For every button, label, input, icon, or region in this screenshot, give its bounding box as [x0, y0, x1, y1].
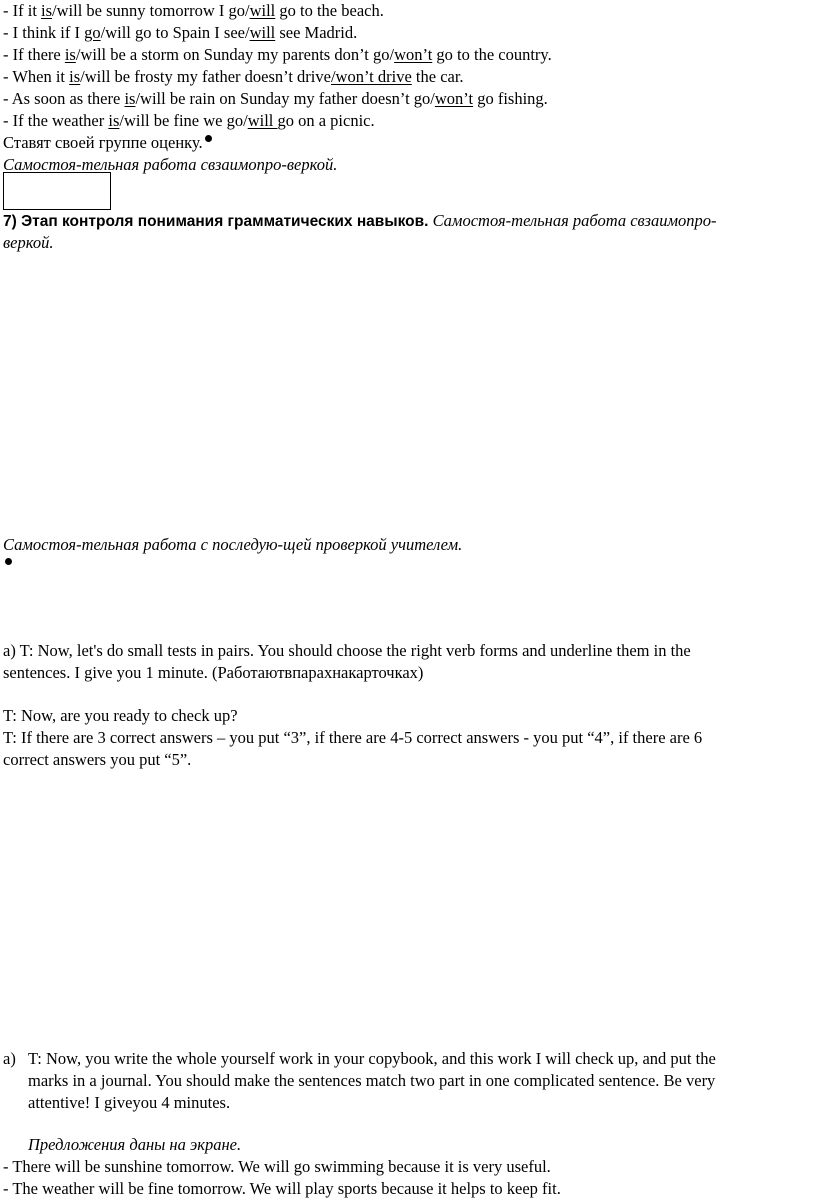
- sentence-1: - There will be sunshine tomorrow. We will go swimming because it is very useful.: [3, 1157, 551, 1176]
- text: - I think if I: [3, 23, 85, 42]
- underlined-answer: won’t: [434, 89, 474, 108]
- exercise-line-3: [3, 44, 552, 66]
- text: the car.: [411, 67, 464, 86]
- bullet-line: [3, 555, 12, 577]
- section-note: Самостоя-тельная работа свзаимопро-: [428, 211, 717, 230]
- bullet-icon: [205, 135, 212, 142]
- underlined-answer: will: [249, 23, 276, 42]
- section-7-note-cont: веркой.: [3, 233, 54, 252]
- underlined-answer: is: [41, 1, 53, 20]
- screen-note: Предложения даны на экране.: [28, 1135, 242, 1154]
- underlined-answer: is: [108, 111, 120, 130]
- underlined-answer: is: [69, 67, 81, 86]
- exercise-line-1: [3, 0, 384, 22]
- text: - If the weather: [3, 111, 109, 130]
- grade-line: [3, 132, 212, 154]
- section-title: 7) Этап контроля понимания грамматических навыков.: [3, 213, 429, 230]
- underlined-answer: is: [124, 89, 136, 108]
- text: - When it: [3, 67, 70, 86]
- bullet-icon: [5, 558, 12, 565]
- copybook-task-line-1: T: Now, you write the whole yourself work in your copybook, and this work I will check up, and put the: [28, 1049, 716, 1068]
- text: go fishing.: [473, 89, 548, 108]
- grade-text: Ставят своей группе оценку.: [3, 133, 203, 152]
- empty-box: [3, 172, 111, 210]
- text: go to the beach.: [275, 1, 384, 20]
- text: see Madrid.: [275, 23, 358, 42]
- grading-rule-line-2: correct answers you put “5”.: [3, 750, 192, 769]
- underlined-answer: is: [64, 45, 76, 64]
- exercise-line-5: [3, 88, 548, 110]
- copybook-task-line-2: marks in a journal. You should make the sentences match two part in one complicated sentence. Be very: [28, 1071, 716, 1090]
- text: /will go to Spain I see/: [100, 23, 250, 42]
- text: /will be frosty my father doesn’t drive: [80, 67, 331, 86]
- check-question: T: Now, are you ready to check up?: [3, 706, 238, 725]
- grading-rule-line-1: T: If there are 3 correct answers – you put “3”, if there are 4-5 correct answers - you put “4”, if there are 6: [3, 728, 703, 747]
- underlined-answer: won’t: [394, 45, 433, 64]
- text: /will be fine we go/: [119, 111, 248, 130]
- self-work-peer-note: Самостоя-тельная работа свзаимопро-веркой.: [3, 155, 338, 174]
- text: go to the country.: [432, 45, 552, 64]
- underlined-answer: will: [247, 111, 278, 130]
- underlined-answer: /won’t drive: [330, 67, 412, 86]
- underlined-answer: go: [84, 23, 101, 42]
- text: - As soon as there: [3, 89, 125, 108]
- pairs-task-line-2: sentences. I give you 1 minute. (Работаютвпарахнакарточках): [3, 663, 424, 682]
- sentence-2: - The weather will be fine tomorrow. We will play sports because it helps to keep fit.: [3, 1179, 561, 1198]
- exercise-line-2: [3, 22, 357, 44]
- text: go on a picnic.: [277, 111, 375, 130]
- text: /will be rain on Sunday my father doesn’t go/: [135, 89, 435, 108]
- text: /will be sunny tomorrow I go/: [52, 1, 250, 20]
- pairs-task-line-1: a) T: Now, let's do small tests in pairs. You should choose the right verb forms and underline them in the: [3, 641, 691, 660]
- exercise-line-6: [3, 110, 375, 132]
- text: - If there: [3, 45, 65, 64]
- list-marker: a): [3, 1049, 16, 1068]
- self-work-teacher-note: Самостоя-тельная работа с последую-щей проверкой учителем.: [3, 535, 463, 554]
- copybook-task-line-3: attentive! I giveyou 4 minutes.: [28, 1093, 231, 1112]
- text: - If it: [3, 1, 42, 20]
- text: /will be a storm on Sunday my parents don’t go/: [75, 45, 395, 64]
- exercise-line-4: [3, 66, 464, 88]
- underlined-answer: will: [249, 1, 276, 20]
- section-7-heading: [3, 210, 716, 233]
